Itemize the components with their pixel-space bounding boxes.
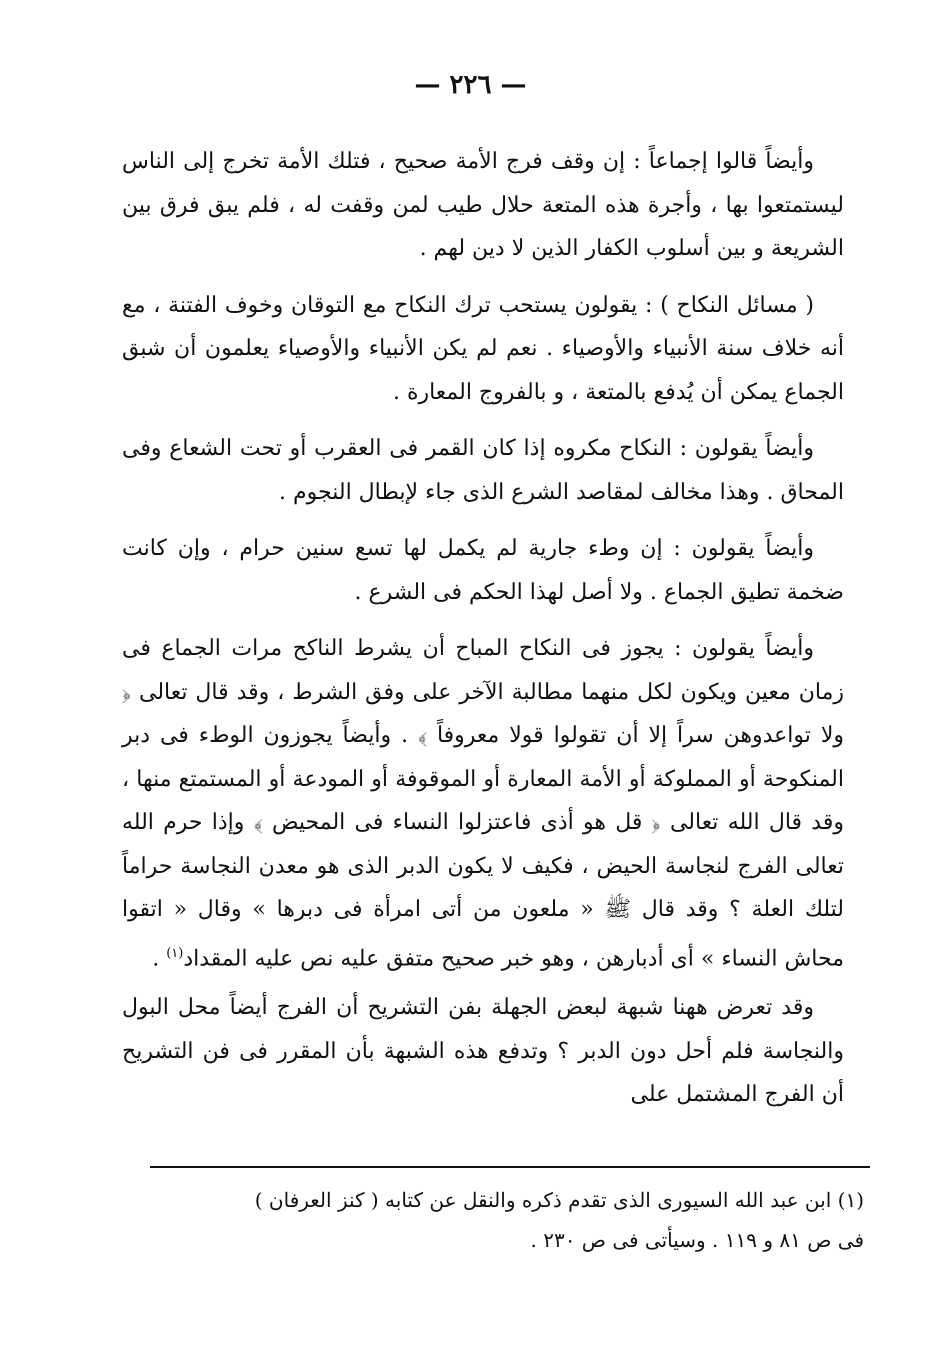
- paragraph-waqf: وأيضاً قالوا إجماعاً : إن وقف فرج الأمة صحيح ، فتلك الأمة تخرج إلى الناس ليستمتعوا بها ، وأجرة هذه المتعة حلال طيب لمن وقفت له ، فلم يبق فرق بين الشريعة و بين أسلوب الكفار الذين لا دين لهم .: [122, 149, 844, 261]
- paragraph-conditions-text: وأيضاً يقولون : يجوز فى النكاح المباح أن يشرط الناكح مرات الجماع فى زمان معين ويكون لكل منهما مطالبة الآخر على وفق الشرط ، وقد قال تعالى ﴿ ولا تواعدوهن سراً إلا أن تقولوا قولا معروفاً ﴾ . وأيضاً يجوزون الوطء فى دبر المنكوحة أو المملوكة أو الأمة المعارة أو الموقوفة أو المودعة أو المستمتع منها ، وقد قال الله تعالى ﴿ قل هو أذى فاعتزلوا النساء فى المحيض ﴾ وإذا حرم الله تعالى الفرج لنجاسة الحيض ، فكيف لا يكون الدبر الذى هو معدن النجاسة حراماً لتلك العلة ؟ وقد قال ﷺ « ملعون من أتى امرأة فى دبرها » وقال « اتقوا محاش النساء » أى أدبارهن ، وهو خبر صحيح متفق عليه نص عليه المقداد: [122, 636, 844, 971]
- paragraph-nikah-issues: ( مسائل النكاح ) : يقولون يستحب ترك النكاح مع التوقان وخوف الفتنة ، مع أنه خلاف سنة الأنبياء والأوصياء . نعم لم يكن الأنبياء والأوصياء يعلمون أن شبق الجماع يمكن أن يُدفع بالمتعة ، و بالفروج المعارة .: [122, 292, 844, 405]
- footnote-line-1: (١) ابن عبد الله السيورى الذى تقدم ذكره والنقل عن كتابه ( كنز العرفان ): [254, 1188, 864, 1212]
- main-text: [122, 140, 844, 1130]
- paragraph-doubt: وقد تعرض ههنا شبهة لبعض الجهلة بفن التشريح أن الفرج أيضاً محل البول والنجاسة فلم أحل دون الدبر ؟ وتدفع هذه الشبهة بأن المقرر فى فن التشريح أن الفرج المشتمل على: [122, 995, 844, 1108]
- paragraph-conditions: [122, 627, 844, 980]
- footnote-reference: (١): [166, 945, 184, 961]
- footnote-divider: [150, 1166, 870, 1168]
- paragraph-conditions-end: .: [152, 945, 160, 971]
- paragraph-moon: وأيضاً يقولون : النكاح مكروه إذا كان القمر فى العقرب أو تحت الشعاع وفى المحاق . وهذا مخالف لمقاصد الشرع الذى جاء لإبطال النجوم .: [122, 436, 844, 505]
- footnote: [122, 1180, 864, 1260]
- footnote-line-2: فى ص ٨١ و ١١٩ . وسيأتى فى ص ٢٣٠ .: [530, 1228, 864, 1252]
- page-number: — ٢٢٦ —: [414, 70, 527, 100]
- paragraph-young-girl: وأيضاً يقولون : إن وطء جارية لم يكمل لها تسع سنين حرام ، وإن كانت ضخمة تطيق الجماع . ولا أصل لهذا الحكم فى الشرع .: [122, 536, 844, 605]
